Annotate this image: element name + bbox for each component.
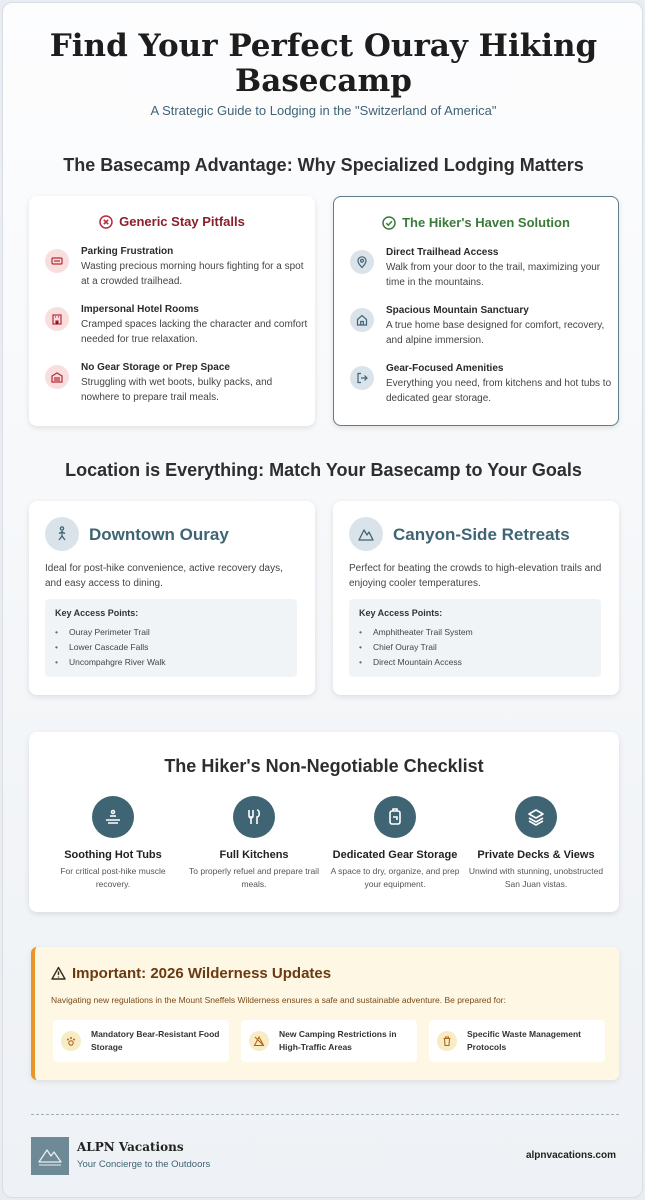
- solution-desc: Everything you need, from kitchens and hot tubs to dedicated gear storage.: [386, 378, 612, 404]
- access-list: [359, 625, 473, 670]
- brand-logo: [31, 1137, 69, 1175]
- update-item-title: Specific Waste Management Protocols: [467, 1029, 581, 1052]
- list-item: • Chief Ouray Trail: [359, 640, 473, 655]
- solution-title: Spacious Mountain Sanctuary: [386, 305, 529, 316]
- checklist-card: [29, 732, 619, 912]
- solution-title: Direct Trailhead Access: [386, 247, 499, 258]
- location-title-text: Canyon-Side Retreats: [393, 525, 570, 544]
- checklist-item: [468, 796, 604, 891]
- list-item: • Lower Cascade Falls: [55, 640, 166, 655]
- paw-icon: [61, 1031, 81, 1051]
- access-points-box: [349, 599, 601, 677]
- parking-icon: [45, 249, 69, 273]
- solution-desc: A true home base designed for comfort, recovery, and alpine immersion.: [386, 320, 605, 346]
- solution-item: [350, 305, 620, 361]
- hotel-icon: [45, 307, 69, 331]
- mountain-icon: [349, 517, 383, 551]
- advantage-title: The Basecamp Advantage: Why Specialized Lodging Matters: [63, 155, 584, 175]
- pitfall-desc: Struggling with wet boots, bulky packs, and nowhere to prepare trail meals.: [81, 377, 273, 403]
- pitfall-title: No Gear Storage or Prep Space: [81, 362, 230, 373]
- pitfall-title: Impersonal Hotel Rooms: [81, 304, 199, 315]
- checklist-item-title: Soothing Hot Tubs: [64, 849, 162, 861]
- pitfalls-card: [29, 196, 315, 426]
- map-pin-icon: [350, 250, 374, 274]
- website-link[interactable]: alpnvacations.com: [525, 1150, 616, 1161]
- brand-name: ALPN Vacations: [77, 1140, 184, 1154]
- alert-title: [51, 965, 331, 984]
- utensils-icon: [233, 796, 275, 838]
- checklist-item-title: Full Kitchens: [219, 849, 289, 861]
- pitfall-item: [45, 362, 315, 418]
- pitfalls-heading: [29, 214, 315, 232]
- location-card-canyon: [333, 501, 619, 695]
- update-item: [429, 1020, 605, 1062]
- pitfall-title: Parking Frustration: [81, 246, 174, 257]
- checklist-title: The Hiker's Non-Negotiable Checklist: [164, 756, 484, 776]
- access-heading: Key Access Points:: [359, 608, 443, 618]
- solution-desc: Walk from your door to the trail, maximizing your time in the mountains.: [386, 262, 601, 288]
- pitfall-desc: Cramped spaces lacking the character and comfort needed for true relaxation.: [81, 319, 308, 345]
- brand-tagline: Your Concierge to the Outdoors: [77, 1159, 211, 1170]
- checklist-item: [327, 796, 463, 891]
- footer-divider: [31, 1114, 619, 1115]
- update-item-title: Mandatory Bear-Resistant Food Storage: [91, 1029, 220, 1052]
- x-circle-icon: [99, 215, 113, 232]
- checklist-item: [186, 796, 322, 891]
- alert-title-label: Important: 2026 Wilderness Updates: [72, 965, 332, 982]
- location-desc: Perfect for beating the crowds to high-elevation trails and enjoying cooler temperatures.: [349, 563, 602, 589]
- solution-heading-label: The Hiker's Haven Solution: [402, 215, 570, 230]
- layers-icon: [515, 796, 557, 838]
- pitfall-item: [45, 304, 315, 360]
- pitfall-desc: Wasting precious morning hours fighting for a spot at a crowded trailhead.: [81, 261, 304, 287]
- tent-off-icon: [249, 1031, 269, 1051]
- solution-heading: [334, 215, 618, 233]
- list-item: • Uncompahgre River Walk: [55, 655, 166, 670]
- list-item: • Ouray Perimeter Trail: [55, 625, 166, 640]
- check-circle-icon: [382, 216, 396, 233]
- warning-icon: [51, 966, 66, 984]
- solution-item: [350, 247, 620, 303]
- solution-title: Gear-Focused Amenities: [386, 363, 504, 374]
- checklist-item-desc: A space to dry, organize, and prep your equipment.: [330, 866, 460, 889]
- checklist-item-desc: Unwind with stunning, unobstructed San Juan vistas.: [468, 866, 604, 889]
- checklist-item-title: Dedicated Gear Storage: [332, 849, 458, 861]
- wilderness-alert: [31, 947, 619, 1080]
- checklist-item-title: Private Decks & Views: [477, 849, 595, 861]
- access-points-box: [45, 599, 297, 677]
- backpack-icon: [374, 796, 416, 838]
- pitfalls-heading-label: Generic Stay Pitfalls: [119, 214, 245, 229]
- update-item: [53, 1020, 229, 1062]
- location-desc: Ideal for post-hike convenience, active recovery days, and easy access to dining.: [45, 563, 283, 589]
- checklist-item-desc: For critical post-hike muscle recovery.: [60, 866, 166, 889]
- page: [2, 2, 643, 1198]
- door-exit-icon: [350, 366, 374, 390]
- checklist-item-desc: To properly refuel and prepare trail meals.: [189, 866, 319, 889]
- update-item: [241, 1020, 417, 1062]
- pitfall-item: [45, 246, 315, 302]
- page-subtitle: A Strategic Guide to Lodging in the "Switzerland of America": [150, 103, 497, 118]
- location-card-downtown: [29, 501, 315, 695]
- home-icon: [350, 308, 374, 332]
- storage-icon: [45, 365, 69, 389]
- access-list: [55, 625, 166, 670]
- update-item-title: New Camping Restrictions in High-Traffic Areas: [279, 1029, 397, 1052]
- location-title: Location is Everything: Match Your Basecamp to Your Goals: [65, 460, 582, 480]
- checklist-item: [45, 796, 181, 891]
- trash-icon: [437, 1031, 457, 1051]
- hot-tub-icon: [92, 796, 134, 838]
- location-title-text: Downtown Ouray: [89, 525, 229, 544]
- list-item: • Amphitheater Trail System: [359, 625, 473, 640]
- solution-item: [350, 363, 620, 419]
- access-heading: Key Access Points:: [55, 608, 139, 618]
- solution-card: [333, 196, 619, 426]
- page-title: Find Your Perfect Ouray Hiking Basecamp: [49, 28, 598, 99]
- hiker-icon: [45, 517, 79, 551]
- alert-desc: Navigating new regulations in the Mount Sneffels Wilderness ensures a safe and sustainable adventure. Be prepared for:: [51, 995, 506, 1005]
- list-item: • Direct Mountain Access: [359, 655, 473, 670]
